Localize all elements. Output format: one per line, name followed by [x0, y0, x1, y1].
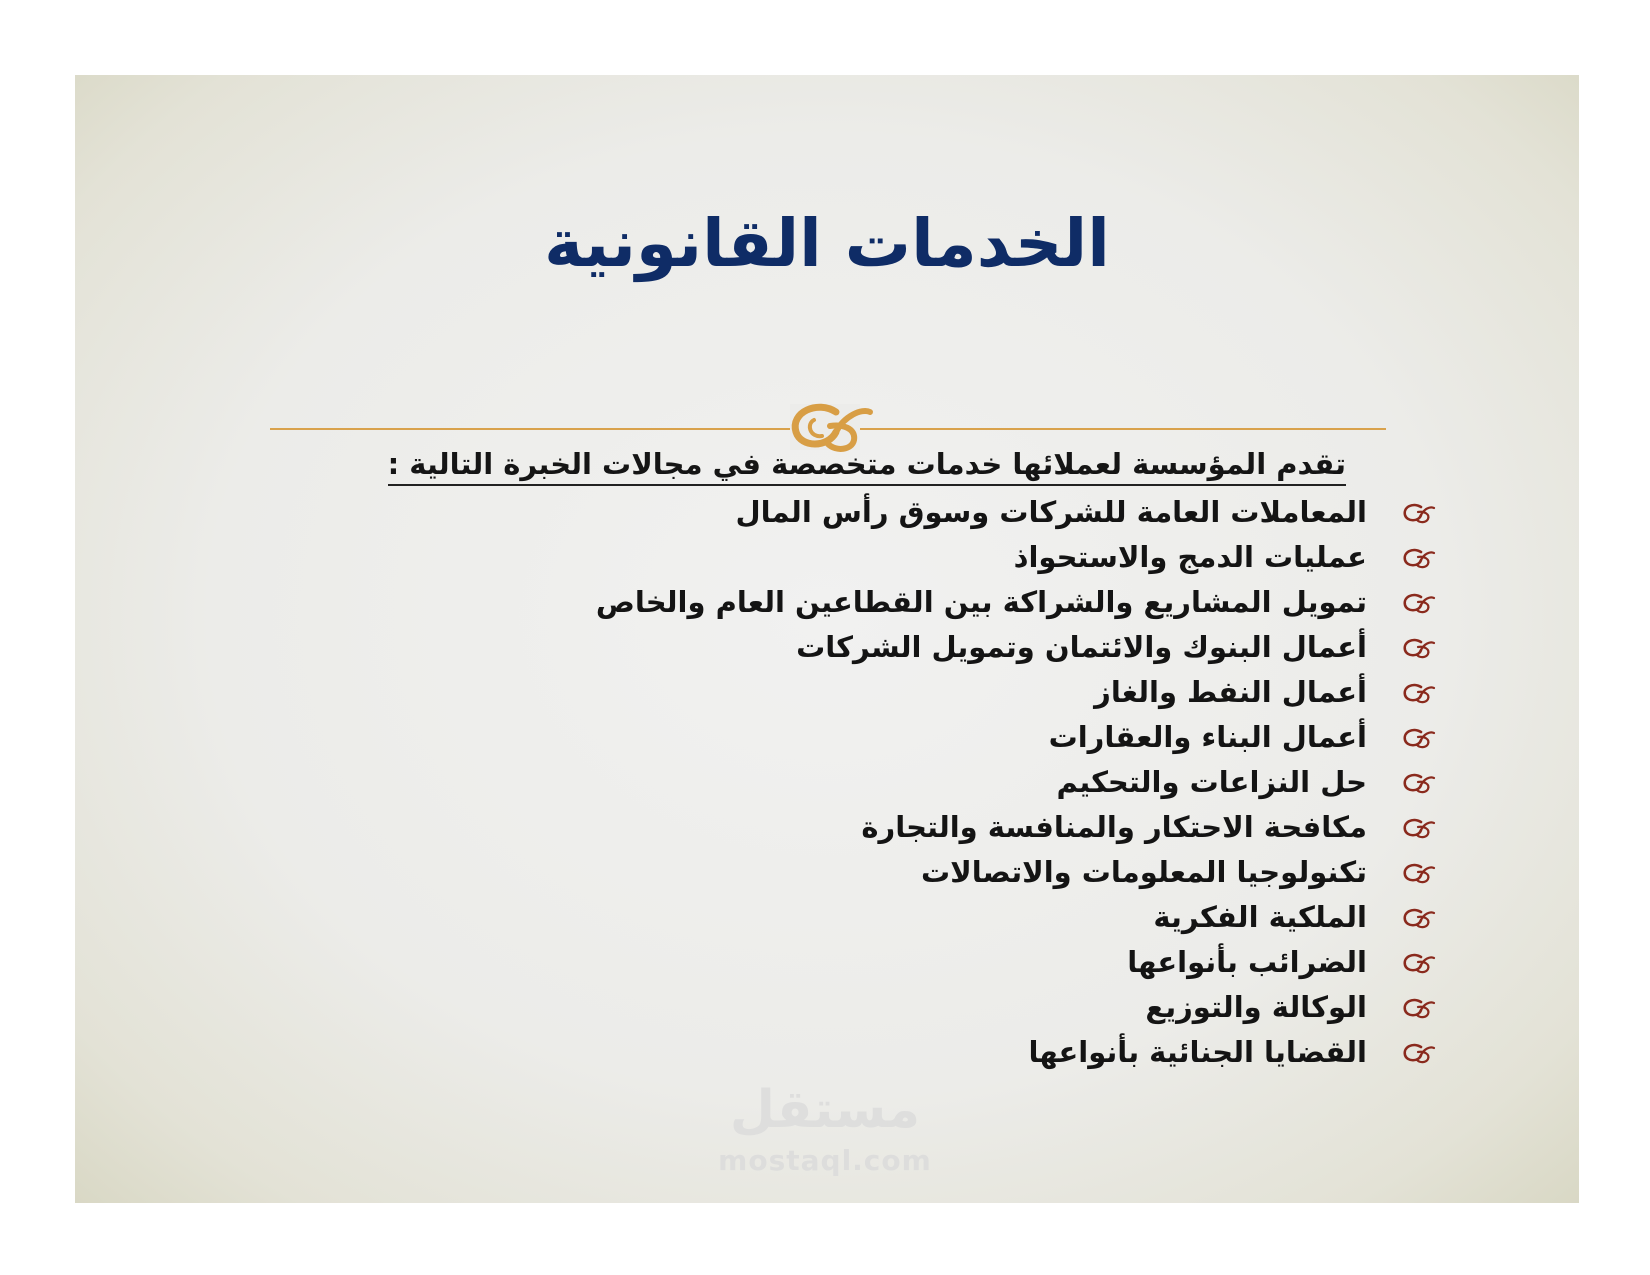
service-label: الضرائب بأنواعها	[1127, 945, 1367, 979]
ornamental-swirl-icon	[1397, 591, 1437, 615]
service-item	[596, 805, 1437, 850]
slide-title: الخدمات القانونية	[544, 205, 1110, 282]
ornamental-swirl-icon	[1397, 951, 1437, 975]
service-item	[596, 670, 1437, 715]
ornamental-swirl-icon	[1397, 906, 1437, 930]
ornamental-swirl-icon	[1397, 501, 1437, 525]
slide	[75, 75, 1579, 1203]
service-label: تكنولوجيا المعلومات والاتصالات	[921, 855, 1367, 889]
service-item	[596, 625, 1437, 670]
watermark-logo: مستقل	[729, 1080, 921, 1140]
service-item	[596, 490, 1437, 535]
service-item	[596, 895, 1437, 940]
service-item	[596, 715, 1437, 760]
services-list	[596, 490, 1437, 1075]
service-item	[596, 940, 1437, 985]
service-item	[596, 760, 1437, 805]
watermark-url: mostaql.com	[718, 1144, 932, 1177]
service-item	[596, 535, 1437, 580]
service-label: الملكية الفكرية	[1153, 900, 1367, 934]
ornamental-swirl-icon	[1397, 681, 1437, 705]
service-label: حل النزاعات والتحكيم	[1056, 765, 1367, 799]
ornamental-swirl-icon	[1397, 771, 1437, 795]
service-label: القضايا الجنائية بأنواعها	[1028, 1035, 1367, 1069]
service-label: أعمال البناء والعقارات	[1048, 720, 1367, 754]
service-label: عمليات الدمج والاستحواذ	[1013, 540, 1367, 574]
service-label: المعاملات العامة للشركات وسوق رأس المال	[735, 495, 1367, 529]
service-label: تمويل المشاريع والشراكة بين القطاعين العام والخاص	[595, 585, 1367, 619]
service-item	[596, 1030, 1437, 1075]
ornamental-swirl-icon	[1397, 861, 1437, 885]
service-label: أعمال البنوك والائتمان وتمويل الشركات	[796, 630, 1367, 664]
service-label: مكافحة الاحتكار والمنافسة والتجارة	[861, 810, 1367, 844]
intro-heading: تقدم المؤسسة لعملائها خدمات متخصصة في مجالات الخبرة التالية :	[388, 446, 1346, 486]
ornamental-swirl-icon	[1397, 1041, 1437, 1065]
service-label: أعمال النفط والغاز	[1094, 675, 1367, 709]
ornamental-swirl-icon	[1397, 546, 1437, 570]
ornamental-flourish-icon	[270, 392, 1386, 452]
ornamental-swirl-icon	[1397, 816, 1437, 840]
service-item	[596, 580, 1437, 625]
service-label: الوكالة والتوزيع	[1145, 990, 1367, 1024]
ornamental-swirl-icon	[1397, 636, 1437, 660]
service-item	[596, 850, 1437, 895]
ornamental-swirl-icon	[1397, 726, 1437, 750]
ornamental-swirl-icon	[1397, 996, 1437, 1020]
service-item	[596, 985, 1437, 1030]
